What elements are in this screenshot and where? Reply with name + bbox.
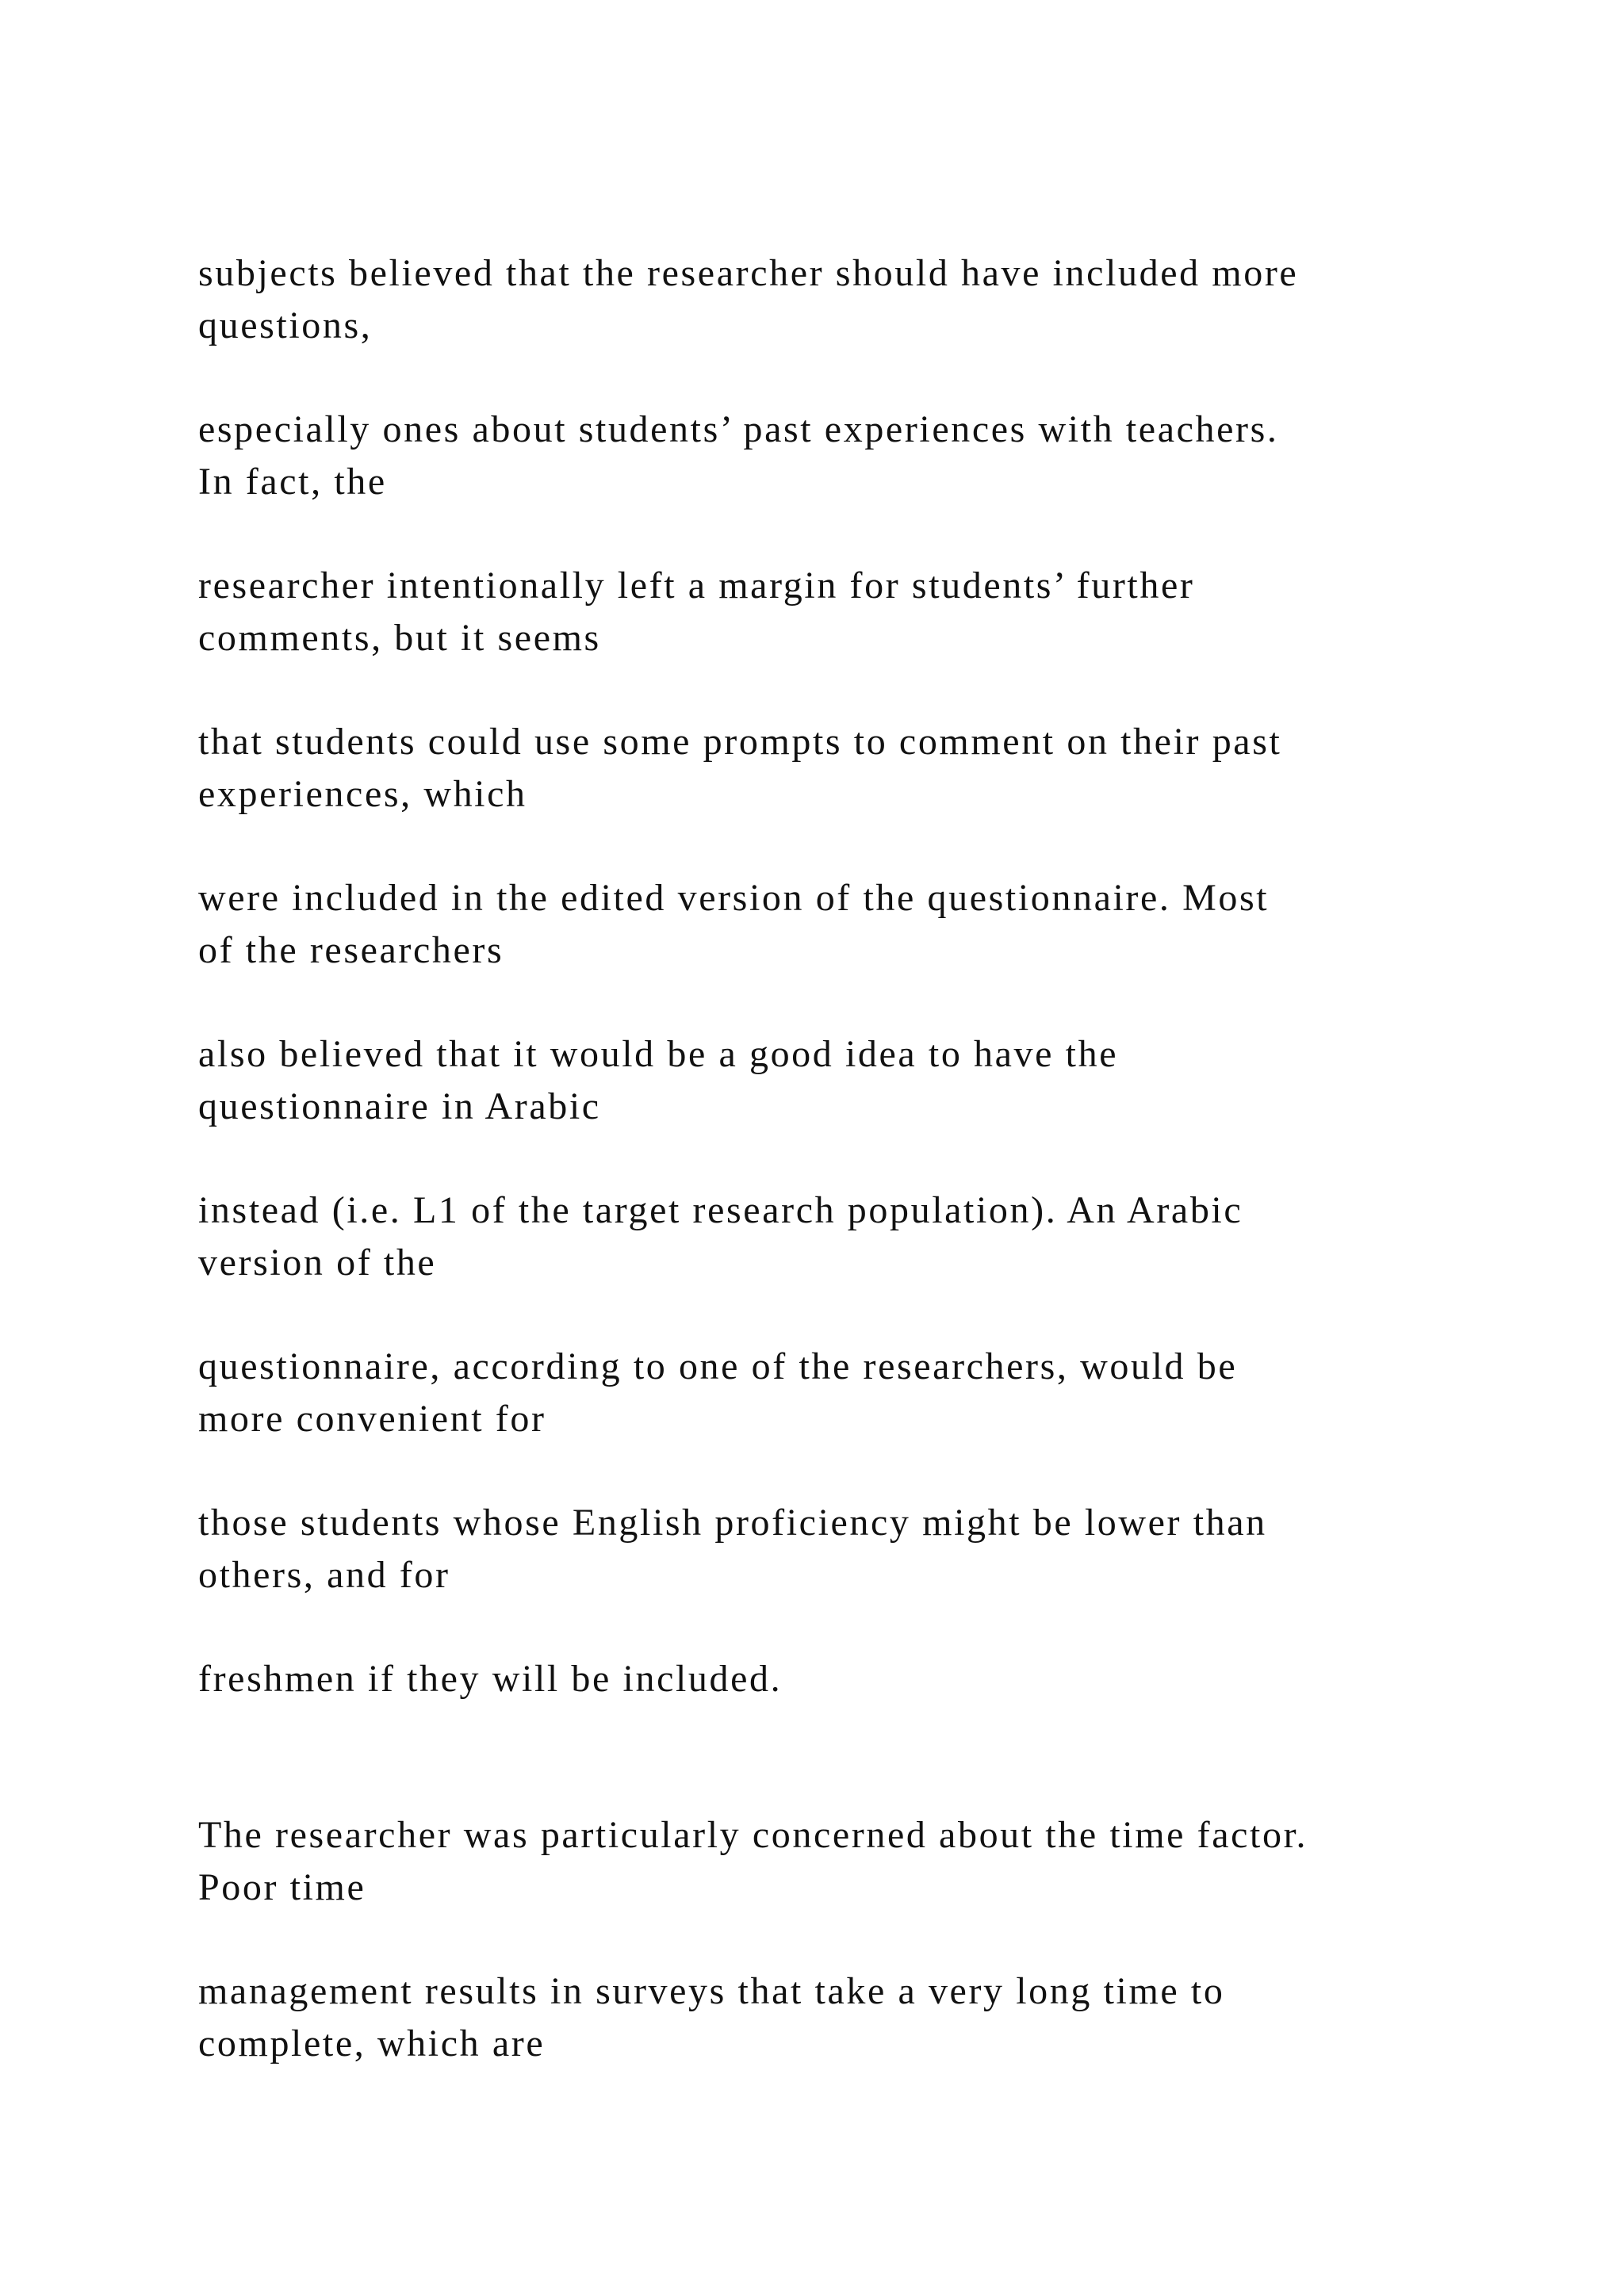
text-line: especially ones about students’ past experiences with teachers. xyxy=(198,408,1279,450)
text-line: complete, which are xyxy=(198,2022,546,2064)
text-line: those students whose English proficiency might be lower than xyxy=(198,1502,1267,1544)
text-line: questions, xyxy=(198,304,373,346)
text-line: The researcher was particularly concerned about the time factor. xyxy=(198,1814,1308,1856)
text-line: In fact, the xyxy=(198,461,387,503)
paragraph-1 xyxy=(198,247,1499,352)
text-line: questionnaire, according to one of the researchers, would be xyxy=(198,1345,1238,1387)
text-line: subjects believed that the researcher should have included more xyxy=(198,252,1299,294)
text-line: also believed that it would be a good idea to have the xyxy=(198,1033,1119,1075)
text-line: more convenient for xyxy=(198,1398,546,1440)
text-line: of the researchers xyxy=(198,929,504,971)
paragraph-3 xyxy=(198,560,1499,664)
text-line: others, and for xyxy=(198,1554,450,1596)
paragraph-8 xyxy=(198,1341,1499,1445)
text-line: experiences, which xyxy=(198,773,527,815)
text-line: were included in the edited version of the questionnaire. Most xyxy=(198,877,1270,919)
paragraph-9 xyxy=(198,1497,1499,1601)
text-line: Poor time xyxy=(198,1866,366,1908)
paragraph-6 xyxy=(198,1028,1499,1133)
text-line: researcher intentionally left a margin for students’ further xyxy=(198,564,1195,607)
paragraph-11 xyxy=(198,1809,1499,1914)
paragraph-7 xyxy=(198,1184,1499,1289)
paragraph-5 xyxy=(198,872,1499,977)
text-line: management results in surveys that take a very long time to xyxy=(198,1970,1225,2012)
paragraph-10 xyxy=(198,1653,1499,1705)
paragraph-4 xyxy=(198,716,1499,821)
text-line: freshmen if they will be included. xyxy=(198,1658,783,1700)
text-line: questionnaire in Arabic xyxy=(198,1085,601,1127)
text-line: comments, but it seems xyxy=(198,617,601,659)
paragraph-2 xyxy=(198,404,1499,508)
paragraph-12 xyxy=(198,1965,1499,2070)
text-line: instead (i.e. L1 of the target research population). An Arabic xyxy=(198,1189,1243,1231)
text-line: that students could use some prompts to comment on their past xyxy=(198,721,1282,763)
text-line: version of the xyxy=(198,1242,437,1284)
